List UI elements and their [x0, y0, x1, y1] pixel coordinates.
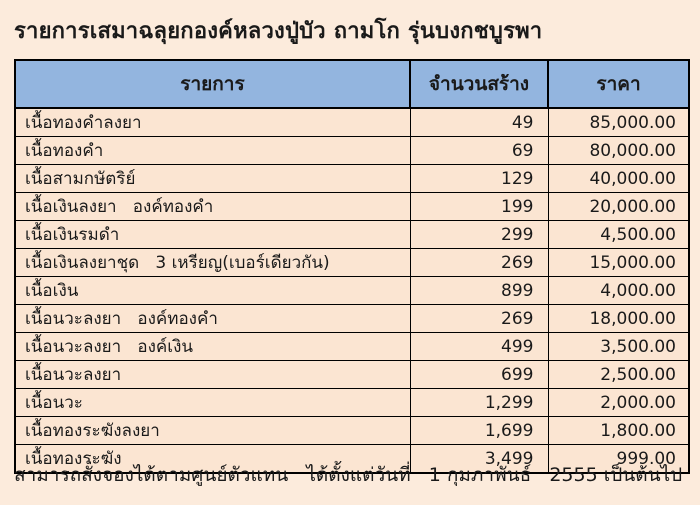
item-name-cell: เนื้อทองคำลงยา — [15, 108, 410, 137]
item-name-cell: เนื้อเงิน — [15, 277, 410, 305]
table-row — [15, 417, 689, 445]
quantity-cell: 199 — [410, 193, 548, 221]
price-cell: 15,000.00 — [548, 249, 689, 277]
table-header-row — [15, 60, 689, 108]
quantity-cell: 49 — [410, 108, 548, 137]
price-cell: 4,000.00 — [548, 277, 689, 305]
table-row — [15, 389, 689, 417]
price-cell: 2,000.00 — [548, 389, 689, 417]
page-title: รายการเสมาฉลุยกองค์หลวงปู่บัว ถามโก รุ่นบงกชบูรพา — [14, 19, 543, 44]
price-cell: 20,000.00 — [548, 193, 689, 221]
table-row — [15, 221, 689, 249]
item-name-cell: เนื้อเงินลงยา องค์ทองคำ — [15, 193, 410, 221]
column-header-quantity: จำนวนสร้าง — [410, 60, 548, 108]
item-name-cell: เนื้อทองระฆังลงยา — [15, 417, 410, 445]
item-name-cell: เนื้อทองคำ — [15, 137, 410, 165]
quantity-cell: 69 — [410, 137, 548, 165]
table-row — [15, 333, 689, 361]
item-name-cell: เนื้อนวะ — [15, 389, 410, 417]
table-row — [15, 277, 689, 305]
price-cell: 40,000.00 — [548, 165, 689, 193]
table-row — [15, 137, 689, 165]
price-cell: 1,800.00 — [548, 417, 689, 445]
price-cell: 2,500.00 — [548, 361, 689, 389]
item-name-cell: เนื้อนวะลงยา — [15, 361, 410, 389]
price-cell: 4,500.00 — [548, 221, 689, 249]
quantity-cell: 899 — [410, 277, 548, 305]
price-cell: 18,000.00 — [548, 305, 689, 333]
price-cell: 999.00 — [548, 445, 689, 474]
item-name-cell: เนื้อสามกษัตริย์ — [15, 165, 410, 193]
quantity-cell: 269 — [410, 249, 548, 277]
quantity-cell: 699 — [410, 361, 548, 389]
item-name-cell: เนื้อนวะลงยา องค์เงิน — [15, 333, 410, 361]
column-header-price: ราคา — [548, 60, 689, 108]
table-row — [15, 193, 689, 221]
column-header-item: รายการ — [15, 60, 410, 108]
table-row — [15, 361, 689, 389]
table-row — [15, 108, 689, 137]
item-name-cell: เนื้อทองระฆัง — [15, 445, 410, 474]
price-table — [14, 59, 690, 474]
table-body — [15, 108, 689, 473]
price-cell: 3,500.00 — [548, 333, 689, 361]
item-name-cell: เนื้อนวะลงยา องค์ทองคำ — [15, 305, 410, 333]
table-row — [15, 249, 689, 277]
price-cell: 85,000.00 — [548, 108, 689, 137]
table-row — [15, 305, 689, 333]
item-name-cell: เนื้อเงินลงยาชุด 3 เหรียญ(เบอร์เดียวกัน) — [15, 249, 410, 277]
price-cell: 80,000.00 — [548, 137, 689, 165]
quantity-cell: 499 — [410, 333, 548, 361]
quantity-cell: 1,699 — [410, 417, 548, 445]
quantity-cell: 1,299 — [410, 389, 548, 417]
footer-note: สามารถสั่งจองได้ตามศูนย์ตัวแทน ได้ตั้งแต่วันที่ 1 กุมภาพันธ์ 2555 เป็นต้นไป — [14, 464, 683, 486]
table-row — [15, 165, 689, 193]
quantity-cell: 3,499 — [410, 445, 548, 474]
quantity-cell: 269 — [410, 305, 548, 333]
quantity-cell: 299 — [410, 221, 548, 249]
item-name-cell: เนื้อเงินรมดำ — [15, 221, 410, 249]
quantity-cell: 129 — [410, 165, 548, 193]
